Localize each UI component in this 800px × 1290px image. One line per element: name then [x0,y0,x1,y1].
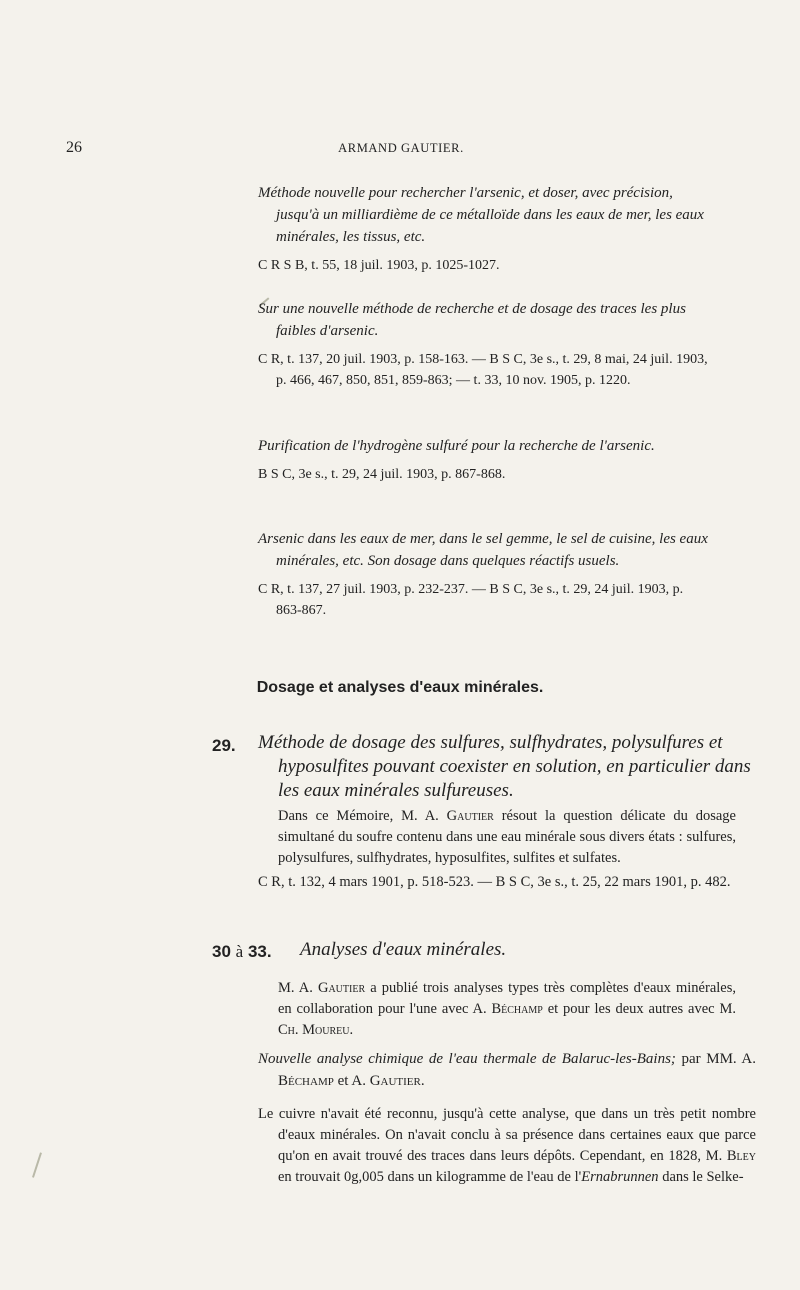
entry-paragraph: Dans ce Mémoire, M. A. Gautier résout la question délicate du dosage simultané du soufre contenu dans une eau minérale sous divers états : sulfures, polysulfures, sulfhydrates, hyposulfites, sulfites et sulfates. [278,808,736,866]
entry-paragraph: Le cuivre n'avait été reconnu, jusqu'à cette analyse, que dans un très petit nombre d'eaux minérales. On n'avait conclu à sa présence dans certaines eaux que parce qu'on en avait trouvé des traces dans leurs dépôts. Cependant, en 1828, M. Bley en trouvait 0g,005 dans un kilogramme de l'eau de l'Ernabrunnen dans le Selke- [258,1106,756,1185]
reference-entry [258,435,708,485]
reference-entry [258,298,708,391]
reference-title: Méthode nouvelle pour rechercher l'arsenic, et doser, avec précision, jusqu'à un milliardième de ce métalloïde dans les eaux de mer, les eaux minérales, les tissus, etc. [258,185,704,245]
entry-title: Analyses d'eaux minérales. [300,939,507,960]
entry-number: 30 à 33. [212,942,272,961]
reference-citation: C R, t. 137, 20 juil. 1903, p. 158-163. — B S C, 3e s., t. 29, 8 mai, 24 juil. 1903, p. 466, 467, 850, 851, 859-863; — t. 33, 10 nov. 1905, p. 1220. [258,352,708,388]
reference-entry [258,528,708,621]
reference-entry [258,182,708,276]
pencil-mark [32,1152,41,1177]
reference-title: Sur une nouvelle méthode de recherche et de dosage des traces les plus faibles d'arsenic. [258,301,686,339]
entry-number: 29. [212,736,236,755]
entry-title: Méthode de dosage des sulfures, sulfhydrates, polysulfures et hyposulfites pouvant coexister en solution, en particulier dans les eaux minérales sulfureuses. [258,732,751,801]
reference-citation: C R S B, t. 55, 18 juil. 1903, p. 1025-1027. [258,258,500,273]
author-name: Gautier [446,808,494,824]
section-heading: Dosage et analyses d'eaux minérales. [256,679,544,696]
sub-entry: Nouvelle analyse chimique de l'eau thermale de Balaruc-les-Bains; par MM. A. Béchamp et A. Gautier. [258,1051,756,1089]
page-number: 26 [66,139,82,156]
running-head: ARMAND GAUTIER. [338,141,464,155]
reference-title: Arsenic dans les eaux de mer, dans le sel gemme, le sel de cuisine, les eaux minérales, etc. Son dosage dans quelques réactifs usuels. [258,531,708,569]
reference-citation: B S C, 3e s., t. 29, 24 juil. 1903, p. 867-868. [258,467,506,482]
reference-citation: C R, t. 137, 27 juil. 1903, p. 232-237. — B S C, 3e s., t. 29, 24 juil. 1903, p. 863-867. [258,582,684,618]
entry-paragraph: M. A. Gautier a publié trois analyses types très complètes d'eaux minérales, en collaboration pour l'une avec A. Béchamp et pour les deux autres avec M. Ch. Moureu. [278,980,736,1038]
reference-title: Purification de l'hydrogène sulfuré pour la recherche de l'arsenic. [258,438,655,454]
entry-citation: C R, t. 132, 4 mars 1901, p. 518-523. — B S C, 3e s., t. 25, 22 mars 1901, p. 482. [258,874,731,890]
page-header [66,139,736,163]
